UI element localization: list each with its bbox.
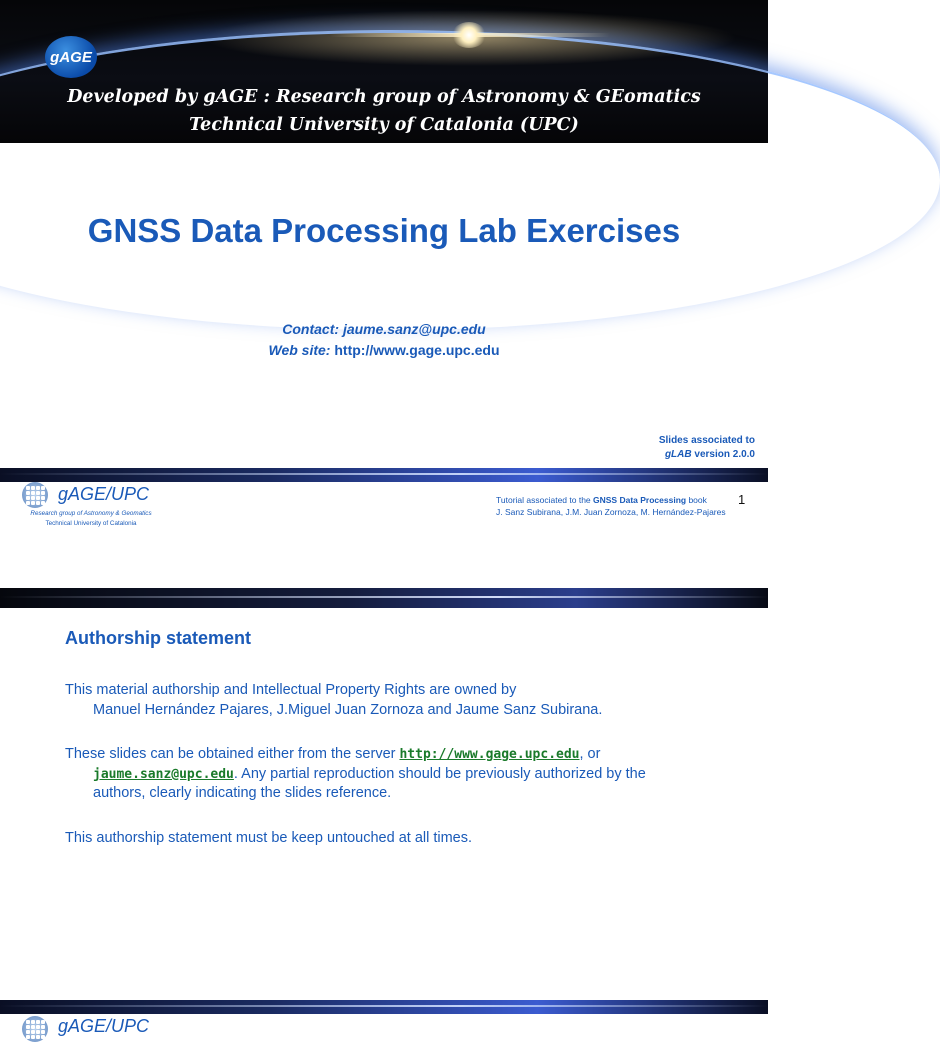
slide2-footer-brand: gAGE/UPC [58,1016,150,1036]
gage-logo: gAGE [45,36,97,78]
earth-horizon-arc [0,30,940,330]
slides-assoc-line1: Slides associated to [658,435,755,446]
para2-mid: , or [579,746,601,762]
tutorial-note [496,494,726,518]
server-url-link[interactable]: http://www.gage.upc.edu [399,747,580,762]
banner-university-line: Technical University of Catalonia (UPC) [189,115,579,135]
glab-name: gLAB [664,449,692,460]
title-slide [0,0,768,540]
para1-line1: This material authorship and Intellectual Property Rights are owned by [65,682,517,698]
slide2-header-glow [0,596,768,598]
authorship-title: Authorship statement [65,628,252,648]
slide-title: GNSS Data Processing Lab Exercises [87,212,681,249]
tutorial-authors: J. Sanz Subirana, J.M. Juan Zornoza, M. Hernández-Pajares [496,507,726,517]
footer-sub-line1: Research group of Astronomy & Geomatics [30,510,152,517]
authorship-paragraph-2 [65,745,646,804]
page-number: 1 [738,492,746,507]
footer-subtitle [20,509,162,529]
contact-email-link[interactable]: jaume.sanz@upc.edu [342,321,486,337]
para2-line2 [65,765,646,785]
banner-developer-line: Developed by gAGE : Research group of Astronomy & GEomatics [67,87,701,107]
footer-sub-line2: Technical University of Catalonia [45,520,137,527]
header-banner [0,0,768,143]
para2-suffix: . Any partial reproduction should be previously authorized by the [233,765,646,782]
website-line [0,342,768,358]
authorship-paragraph-3: This authorship statement must be keep untouched at all times. [65,830,473,846]
para2-prefix: These slides can be obtained either from the server [65,746,400,762]
contact-line [0,321,768,337]
footer-glow [0,473,768,475]
para2-line3: authors, clearly indicating the slides reference. [93,785,392,801]
slide2-upc-logo-icon [22,1016,48,1042]
footer-brand: gAGE/UPC [58,484,150,504]
slides-association-note [659,434,755,462]
authorship-slide [0,588,768,1036]
website-link[interactable]: http://www.gage.upc.edu [334,342,500,358]
slide2-footer-glow [0,1005,768,1007]
glab-version: version 2.0.0 [691,449,755,460]
tutorial-book-name: GNSS Data Processing [593,495,687,505]
author-email-link[interactable]: jaume.sanz@upc.edu [93,766,234,782]
upc-logo-icon [22,482,48,508]
slide2-footer-band [0,1000,768,1014]
website-label: Web site: [268,342,335,358]
slide2-header-band [0,588,768,608]
contact-label: Contact: jaume.sanz@upc.edu [282,321,486,337]
authorship-paragraph-1 [65,681,602,720]
sun-glow [452,22,486,48]
para1-line2: Manuel Hernández Pajares, J.Miguel Juan Zornoza and Jaume Sanz Subirana. [93,701,603,718]
tutorial-line1: Tutorial associated to the GNSS Data Processing book [496,495,707,505]
slides-assoc-line2 [659,448,755,462]
footer-band [0,468,768,482]
